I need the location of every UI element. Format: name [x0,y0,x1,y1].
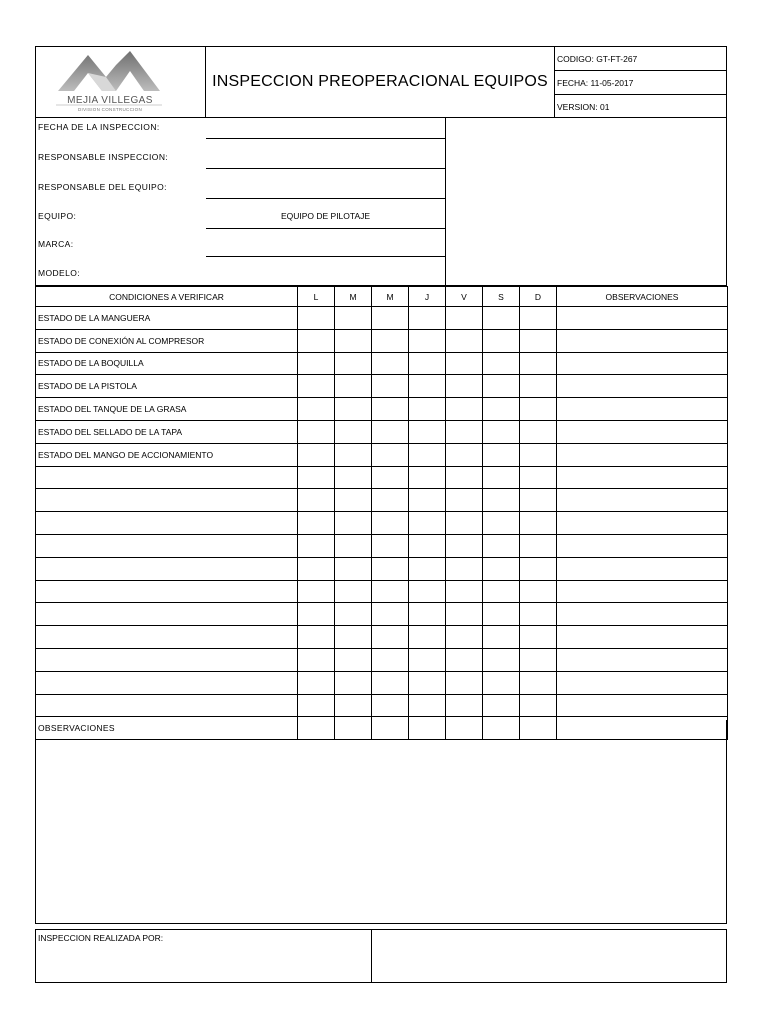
day-check-cell[interactable] [409,398,446,421]
day-check-cell[interactable] [446,398,483,421]
day-check-cell[interactable] [409,512,446,535]
observation-cell[interactable] [557,671,728,694]
day-check-cell[interactable] [483,626,520,649]
logo-subtitle: DIVISION CONSTRUCCION [77,107,143,112]
day-check-cell[interactable] [483,512,520,535]
header-sabado: S [483,287,520,307]
day-check-cell[interactable] [335,466,372,489]
logo-name: MEJIA VILLEGAS [67,95,153,106]
day-check-cell[interactable] [483,466,520,489]
condition-cell: ESTADO DEL MANGO DE ACCIONAMIENTO [36,443,298,466]
day-check-cell[interactable] [483,420,520,443]
day-check-cell[interactable] [335,694,372,717]
day-check-cell[interactable] [335,375,372,398]
info-divider [445,118,446,285]
day-check-cell[interactable] [483,307,520,330]
observation-cell[interactable] [557,534,728,557]
field-marca[interactable] [206,236,445,257]
table-row [36,648,728,671]
day-check-cell[interactable] [483,557,520,580]
label-fecha-inspeccion: FECHA DE LA INSPECCION: [38,122,160,132]
day-check-cell[interactable] [520,648,557,671]
day-check-cell[interactable] [335,534,372,557]
day-check-cell[interactable] [298,398,335,421]
observation-cell[interactable] [557,420,728,443]
header-martes: M [335,287,372,307]
table-row [36,329,728,352]
day-check-cell[interactable] [335,648,372,671]
value-equipo: EQUIPO DE PILOTAJE [280,211,371,221]
day-check-cell[interactable] [483,398,520,421]
label-equipo: EQUIPO: [38,211,77,221]
day-check-cell[interactable] [372,443,409,466]
day-check-cell[interactable] [409,694,446,717]
observation-cell[interactable] [557,648,728,671]
day-check-cell[interactable] [372,626,409,649]
day-check-cell[interactable] [483,352,520,375]
condition-cell [36,626,298,649]
day-check-cell[interactable] [446,420,483,443]
day-check-cell[interactable] [483,489,520,512]
day-check-cell[interactable] [335,352,372,375]
condition-cell: ESTADO DE LA PISTOLA [36,375,298,398]
day-check-cell[interactable] [483,534,520,557]
condition-cell [36,671,298,694]
day-check-cell[interactable] [483,580,520,603]
day-check-cell[interactable] [335,443,372,466]
day-check-cell[interactable] [446,352,483,375]
header-viernes: V [446,287,483,307]
day-check-cell[interactable] [372,694,409,717]
table-row [36,694,728,717]
day-check-cell[interactable] [446,557,483,580]
condition-cell: ESTADO DEL TANQUE DE LA GRASA [36,398,298,421]
codigo-cell [555,47,726,71]
version-cell [555,95,726,119]
footer-section [35,929,727,983]
table-row [36,307,728,330]
day-check-cell[interactable] [298,466,335,489]
day-check-cell[interactable] [520,466,557,489]
observation-cell[interactable] [557,352,728,375]
day-check-cell[interactable] [409,307,446,330]
day-check-cell[interactable] [520,557,557,580]
table-row [36,557,728,580]
firma-cell[interactable] [372,930,726,982]
day-check-cell[interactable] [409,489,446,512]
day-check-cell[interactable] [372,580,409,603]
observaciones-label: OBSERVACIONES [38,723,115,733]
condition-cell: ESTADO DE LA BOQUILLA [36,352,298,375]
day-check-cell[interactable] [409,534,446,557]
day-check-cell[interactable] [520,329,557,352]
day-check-cell[interactable] [446,489,483,512]
table-row [36,512,728,535]
version-text: VERSION: 01 [557,102,610,112]
day-check-cell[interactable] [446,375,483,398]
condition-cell: ESTADO DEL SELLADO DE LA TAPA [36,420,298,443]
day-check-cell[interactable] [298,694,335,717]
label-modelo: MODELO: [38,268,81,278]
field-responsable-inspeccion[interactable] [206,148,445,169]
day-check-cell[interactable] [520,671,557,694]
form-title: INSPECCION PREOPERACIONAL EQUIPOS [206,47,555,117]
day-check-cell[interactable] [520,489,557,512]
condition-cell: ESTADO DE LA MANGUERA [36,307,298,330]
day-check-cell[interactable] [446,626,483,649]
day-check-cell[interactable] [409,443,446,466]
inspeccion-realizada-cell[interactable] [36,930,372,982]
table-row [36,603,728,626]
condition-cell [36,534,298,557]
day-check-cell[interactable] [409,557,446,580]
condition-cell [36,512,298,535]
day-check-cell[interactable] [298,329,335,352]
table-row [36,420,728,443]
day-check-cell[interactable] [409,466,446,489]
day-check-cell[interactable] [298,603,335,626]
observation-cell[interactable] [557,489,728,512]
day-check-cell[interactable] [335,329,372,352]
day-check-cell[interactable] [409,671,446,694]
day-check-cell[interactable] [446,580,483,603]
condition-cell [36,648,298,671]
table-row [36,443,728,466]
day-check-cell[interactable] [298,534,335,557]
observation-cell[interactable] [557,557,728,580]
table-row [36,398,728,421]
day-check-cell[interactable] [520,580,557,603]
day-check-cell[interactable] [372,489,409,512]
day-check-cell[interactable] [520,626,557,649]
condition-cell [36,466,298,489]
table-row [36,375,728,398]
day-check-cell[interactable] [372,534,409,557]
day-check-cell[interactable] [446,534,483,557]
observation-cell[interactable] [557,512,728,535]
day-check-cell[interactable] [372,307,409,330]
day-check-cell[interactable] [446,512,483,535]
day-check-cell[interactable] [335,603,372,626]
day-check-cell[interactable] [409,626,446,649]
observaciones-box[interactable] [35,720,727,924]
day-check-cell[interactable] [446,603,483,626]
day-check-cell[interactable] [372,398,409,421]
day-check-cell[interactable] [409,580,446,603]
day-check-cell[interactable] [409,648,446,671]
day-check-cell[interactable] [483,443,520,466]
condition-cell [36,580,298,603]
day-check-cell[interactable] [298,648,335,671]
form-header [35,46,727,118]
day-check-cell[interactable] [409,603,446,626]
codigo-text: CODIGO: GT-FT-267 [557,53,638,64]
day-check-cell[interactable] [372,603,409,626]
label-responsable-inspeccion: RESPONSABLE INSPECCION: [38,152,169,162]
day-check-cell[interactable] [520,603,557,626]
day-check-cell[interactable] [298,489,335,512]
day-check-cell[interactable] [446,329,483,352]
day-check-cell[interactable] [298,671,335,694]
day-check-cell[interactable] [520,694,557,717]
header-lunes: L [298,287,335,307]
condition-cell: ESTADO DE CONEXIÓN AL COMPRESOR [36,329,298,352]
day-check-cell[interactable] [446,466,483,489]
table-row [36,466,728,489]
observation-cell[interactable] [557,580,728,603]
inspeccion-realizada-label: INSPECCION REALIZADA POR: [38,933,164,943]
observation-cell[interactable] [557,626,728,649]
day-check-cell[interactable] [409,375,446,398]
day-check-cell[interactable] [446,671,483,694]
day-check-cell[interactable] [335,557,372,580]
day-check-cell[interactable] [372,466,409,489]
day-check-cell[interactable] [483,603,520,626]
day-check-cell[interactable] [335,420,372,443]
observation-cell[interactable] [557,443,728,466]
day-check-cell[interactable] [483,375,520,398]
day-check-cell[interactable] [520,307,557,330]
day-check-cell[interactable] [520,443,557,466]
observation-cell[interactable] [557,466,728,489]
day-check-cell[interactable] [520,534,557,557]
day-check-cell[interactable] [335,671,372,694]
checklist-table [35,286,728,740]
table-row [36,489,728,512]
table-row [36,352,728,375]
day-check-cell[interactable] [372,512,409,535]
table-row [36,671,728,694]
condition-cell [36,603,298,626]
day-check-cell[interactable] [335,489,372,512]
day-check-cell[interactable] [335,626,372,649]
day-check-cell[interactable] [483,694,520,717]
day-check-cell[interactable] [409,329,446,352]
day-check-cell[interactable] [446,307,483,330]
day-check-cell[interactable] [335,398,372,421]
day-check-cell[interactable] [298,580,335,603]
observation-cell[interactable] [557,398,728,421]
day-check-cell[interactable] [372,671,409,694]
header-domingo: D [520,287,557,307]
day-check-cell[interactable] [520,512,557,535]
fecha-text: FECHA: 11-05-2017 [557,77,634,88]
day-check-cell[interactable] [298,626,335,649]
day-check-cell[interactable] [520,352,557,375]
condition-cell [36,489,298,512]
header-jueves: J [409,287,446,307]
day-check-cell[interactable] [520,398,557,421]
observation-cell[interactable] [557,307,728,330]
day-check-cell[interactable] [298,557,335,580]
day-check-cell[interactable] [372,352,409,375]
label-responsable-equipo: RESPONSABLE DEL EQUIPO: [38,182,167,192]
info-section [35,118,727,286]
logo-cell [36,47,206,117]
fecha-cell [555,71,726,95]
day-check-cell[interactable] [298,420,335,443]
day-check-cell[interactable] [409,352,446,375]
day-check-cell[interactable] [409,420,446,443]
condition-cell [36,694,298,717]
observation-cell[interactable] [557,375,728,398]
day-check-cell[interactable] [298,512,335,535]
day-check-cell[interactable] [298,443,335,466]
day-check-cell[interactable] [372,648,409,671]
header-condiciones: CONDICIONES A VERIFICAR [36,287,298,307]
table-header-row [36,287,728,307]
table-row [36,534,728,557]
observation-cell[interactable] [557,329,728,352]
day-check-cell[interactable] [335,307,372,330]
day-check-cell[interactable] [372,557,409,580]
field-responsable-equipo[interactable] [206,178,445,199]
day-check-cell[interactable] [372,329,409,352]
day-check-cell[interactable] [483,648,520,671]
day-check-cell[interactable] [372,375,409,398]
label-marca: MARCA: [38,239,74,249]
day-check-cell[interactable] [298,375,335,398]
observation-cell[interactable] [557,694,728,717]
day-check-cell[interactable] [446,694,483,717]
day-check-cell[interactable] [335,512,372,535]
day-check-cell[interactable] [298,307,335,330]
condition-cell [36,557,298,580]
day-check-cell[interactable] [335,580,372,603]
day-check-cell[interactable] [446,648,483,671]
day-check-cell[interactable] [520,420,557,443]
day-check-cell[interactable] [483,671,520,694]
table-row [36,626,728,649]
day-check-cell[interactable] [298,352,335,375]
day-check-cell[interactable] [520,375,557,398]
observation-cell[interactable] [557,603,728,626]
day-check-cell[interactable] [446,443,483,466]
day-check-cell[interactable] [372,420,409,443]
field-fecha-inspeccion[interactable] [206,118,445,139]
header-miercoles: M [372,287,409,307]
table-row [36,580,728,603]
header-observaciones: OBSERVACIONES [557,287,728,307]
day-check-cell[interactable] [483,329,520,352]
